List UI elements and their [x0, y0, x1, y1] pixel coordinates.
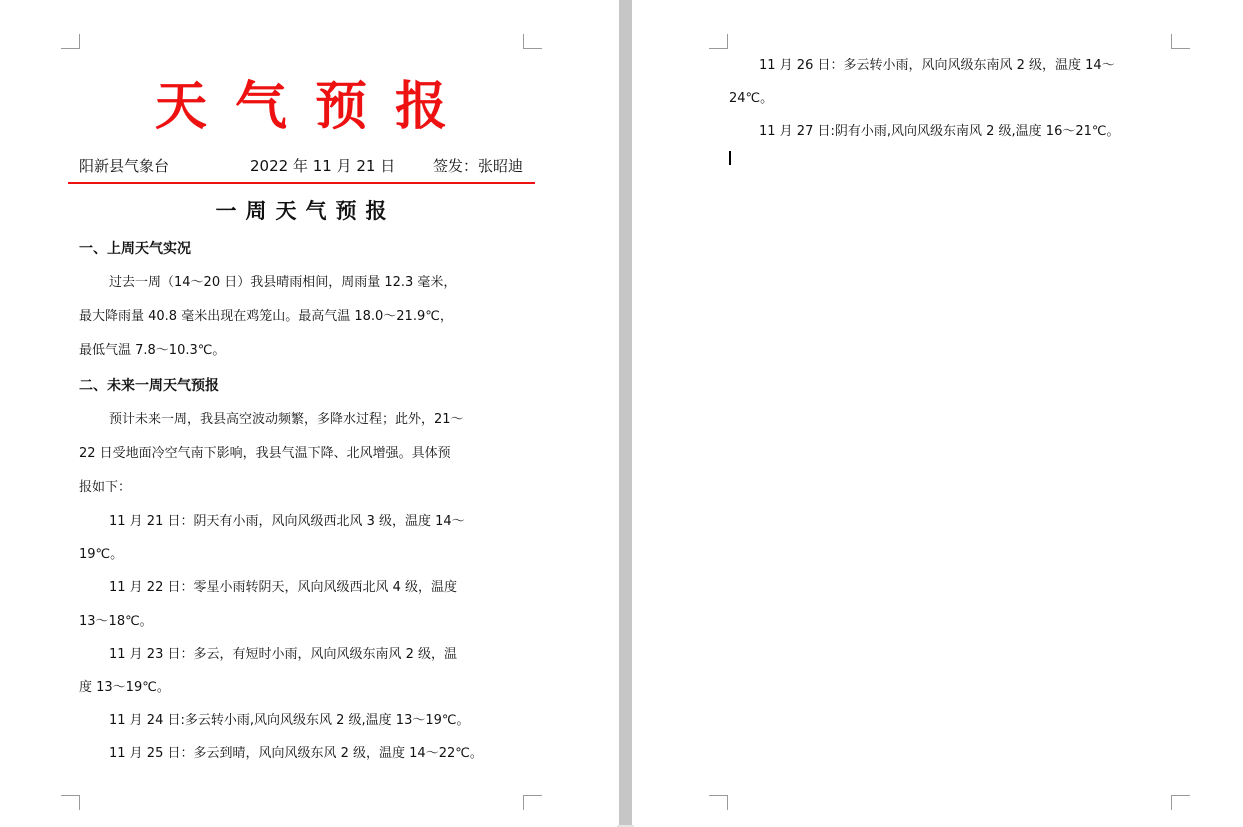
section-heading-next-week: 二、未来一周天气预报: [79, 378, 219, 394]
header-red-rule: [68, 182, 535, 184]
crop-mark-top-left: [61, 34, 80, 49]
forecast-line: 11 月 26 日：多云转小雨，风向风级东南风 2 级，温度 14～: [759, 58, 1115, 73]
crop-mark-bottom-right: [523, 795, 542, 810]
forecast-line: 11 月 27 日:阴有小雨,风向风级东南风 2 级,温度 16～21℃。: [759, 124, 1120, 139]
forecast-line: 度 13～19℃。: [79, 680, 170, 695]
section-heading-last-week: 一、上周天气实况: [79, 241, 191, 257]
crop-mark-top-right: [1171, 34, 1190, 49]
signer: 签发：张昭迪: [432, 157, 523, 175]
document-page-2[interactable]: [634, 0, 1243, 827]
document-title: 天气预报: [154, 76, 475, 137]
crop-mark-bottom-left: [709, 795, 728, 810]
header-meta-row: [79, 155, 523, 177]
crop-mark-top-right: [523, 34, 542, 49]
forecast-line: 11 月 22 日：零星小雨转阴天，风向风级西北风 4 级，温度: [109, 580, 458, 595]
crop-mark-top-left: [709, 34, 728, 49]
forecast-line: 19℃。: [79, 547, 124, 562]
paragraph-line: 最低气温 7.8～10.3℃。: [79, 343, 226, 358]
section-title: 一周天气预报: [215, 199, 396, 223]
page-separator: [619, 0, 632, 827]
paragraph-line: 报如下：: [79, 480, 132, 495]
forecast-line: 11 月 24 日:多云转小雨,风向风级东风 2 级,温度 13～19℃。: [109, 713, 470, 728]
crop-mark-bottom-right: [1171, 795, 1190, 810]
forecast-line: 11 月 23 日：多云，有短时小雨，风向风级东南风 2 级，温: [109, 647, 458, 662]
crop-mark-bottom-left: [61, 795, 80, 810]
issue-date: 2022 年 11 月 21 日: [250, 157, 396, 175]
forecast-line: 11 月 21 日：阴天有小雨，风向风级西北风 3 级，温度 14～: [109, 514, 465, 529]
text-cursor[interactable]: [729, 151, 731, 165]
agency-name: 阳新县气象台: [79, 157, 170, 175]
paragraph-line: 22 日受地面冷空气南下影响，我县气温下降、北风增强。具体预: [79, 446, 451, 461]
forecast-line: 13～18℃。: [79, 614, 153, 629]
forecast-line: 24℃。: [729, 91, 774, 106]
document-page-1[interactable]: [0, 0, 617, 827]
paragraph-line: 预计未来一周，我县高空波动频繁，多降水过程；此外，21～: [109, 412, 464, 427]
paragraph-line: 过去一周（14～20 日）我县晴雨相间，周雨量 12.3 毫米，: [109, 275, 457, 290]
forecast-line: 11 月 25 日：多云到晴，风向风级东风 2 级，温度 14～22℃。: [109, 746, 483, 761]
paragraph-line: 最大降雨量 40.8 毫米出现在鸡笼山。最高气温 18.0～21.9℃，: [79, 309, 453, 324]
